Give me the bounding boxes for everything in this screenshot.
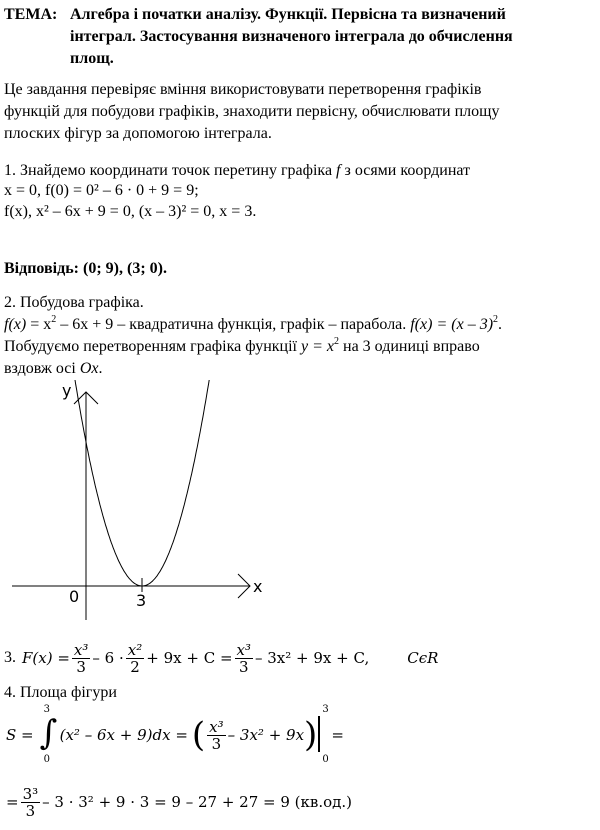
den: 2 — [130, 657, 140, 676]
intro-line-1: Це завдання перевіряє вміння використовувати перетворення графіків — [4, 81, 482, 98]
parabola-graph — [0, 380, 280, 630]
num: x³ — [236, 640, 251, 659]
step1-heading-tail: з осями координат — [340, 162, 471, 179]
intro-line-2: функцій для побудови графіків, знаходити первісну, обчислювати площу — [4, 103, 500, 120]
fraction — [207, 719, 225, 752]
step4-heading: 4. Площа фігури — [4, 684, 117, 701]
F-x: F(x) = — [22, 649, 70, 667]
num: x³ — [209, 717, 224, 736]
fraction — [235, 642, 253, 675]
step3-number: 3. — [4, 649, 16, 666]
topic-header — [4, 4, 506, 26]
origin-label: 0 — [69, 587, 80, 606]
step4-integral — [6, 704, 344, 766]
vertex-label: 3 — [136, 591, 147, 610]
t: – 3 · 3² + 9 · 3 = 9 – 27 + 27 = 9 (кв.од.) — [42, 793, 353, 811]
intro-line-3: плоских фігур за допомогою інтеграла. — [4, 125, 272, 142]
den: 3 — [238, 657, 249, 676]
t: – 6 · — [92, 649, 124, 667]
bar-line — [318, 716, 320, 752]
t: Побудуємо перетворенням графіка функції — [4, 338, 301, 355]
paren: ( — [191, 715, 206, 755]
den: 3 — [76, 657, 86, 676]
t: = — [331, 726, 344, 744]
step2-heading: 2. Побудова графіка. — [4, 294, 144, 311]
S: S = — [6, 726, 34, 744]
paren: ) — [304, 715, 318, 755]
topic-label: ТЕМА: — [4, 6, 58, 23]
step4-result — [6, 780, 352, 824]
y-axis-label: y — [62, 381, 72, 400]
lower-limit: 0 — [43, 754, 50, 765]
fx: f(x) — [4, 316, 27, 333]
ox: Ox — [79, 360, 99, 377]
den: 3 — [211, 734, 222, 753]
integral-sign — [38, 704, 60, 766]
fraction — [126, 642, 144, 675]
fx-vertex-form: f(x) = (x – 3) — [410, 316, 494, 333]
topic-line-2: інтеграл. Застосування визначеного інтеграла до обчислення — [70, 28, 513, 45]
num: x³ — [73, 640, 89, 659]
t: + 9x + C = — [146, 649, 233, 667]
num: 3³ — [22, 784, 39, 803]
answer: Відповідь: (0; 9), (3; 0). — [4, 260, 167, 277]
y-eq: y = x — [301, 338, 334, 355]
parabola-curve — [74, 380, 215, 586]
t: = x — [26, 316, 52, 333]
evaluation-bar — [317, 704, 331, 766]
den: 3 — [25, 801, 36, 820]
t: . — [98, 360, 103, 377]
integrand: (x² – 6x + 9)dx = — [59, 726, 188, 744]
step1-heading-text: 1. Знайдемо координати точок перетину графіка — [4, 162, 337, 179]
t: на 3 одиниці вправо — [339, 338, 480, 355]
step1-heading — [4, 161, 470, 181]
t: = — [6, 793, 19, 811]
step2-line-3: Побудуємо перетворенням графіка функції $y = x^2$ на 3 одиниці вправо — [4, 336, 480, 355]
constant-domain: CϵR — [407, 649, 439, 667]
upper-limit: 3 — [43, 704, 50, 715]
t: – 3x² + 9x + C, — [255, 649, 370, 667]
lower-limit: 0 — [322, 754, 329, 765]
step1-line-3: f(x), x² – 6x + 9 = 0, (x – 3)² = 0, x = 3. — [4, 203, 257, 220]
x-axis-label: x — [253, 577, 263, 596]
t: – 6x + 9 – квадратична функція, графік – парабола. — [56, 316, 411, 333]
step2-line-2: $f(x) = x^2 - 6x + 9$ – квадратична функція, графік – парабола. f(x) = (x – 3)$^2$. — [4, 314, 503, 333]
num: x² — [127, 640, 143, 659]
step3-antiderivative — [4, 636, 438, 680]
integral-symbol: ∫ — [39, 713, 58, 753]
topic-line-1: Алгебра і початки аналізу. Функції. Первісна та визначений — [70, 6, 506, 23]
topic-line-3: площ. — [70, 50, 114, 67]
fraction — [72, 642, 90, 675]
fraction — [21, 786, 41, 819]
upper-limit: 3 — [322, 704, 329, 715]
step1-f: f — [336, 162, 341, 179]
t: вздовж осі — [4, 360, 80, 377]
t: – 3x² + 9x — [227, 726, 305, 744]
step1-line-2: x = 0, f(0) = 0² – 6 · 0 + 9 = 9; — [4, 182, 199, 199]
t: . — [498, 316, 503, 333]
step2-line-4 — [4, 359, 102, 379]
